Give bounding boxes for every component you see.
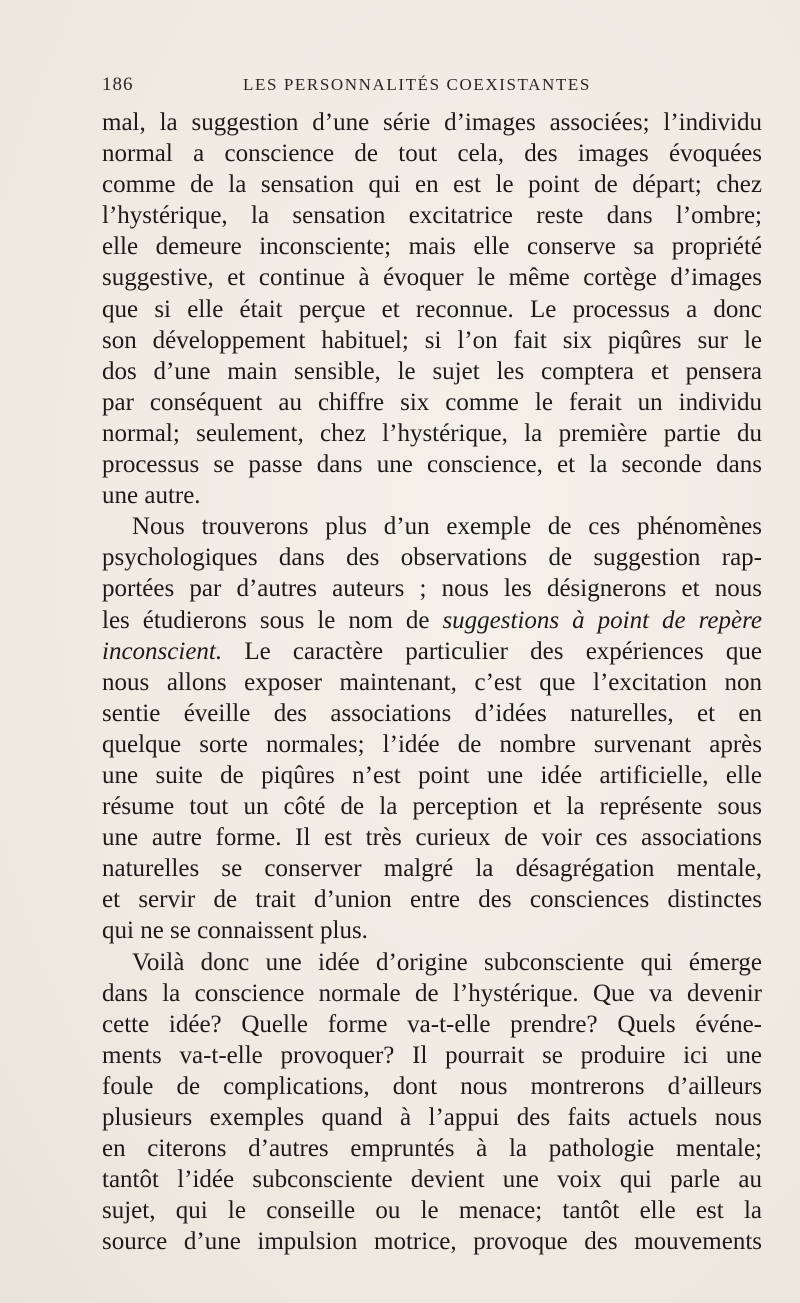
paragraph-3: [102, 947, 762, 1258]
page-number: 186: [102, 74, 134, 95]
text-line: et servir de trait d’union entre des consciences distinctes: [102, 886, 762, 914]
text-line: elle demeure inconsciente; mais elle conserve sa propriété: [102, 233, 762, 261]
body-text: [102, 107, 762, 1257]
text-line: Nous trouverons plus d’un exemple de ces phénomènes: [132, 513, 762, 541]
text-run: Le caractère particulier des expériences que: [222, 637, 762, 665]
text-line: ments va-t-elle provoquer? Il pourrait se produire ici une: [102, 1041, 762, 1069]
text-line: normal; seulement, chez l’hystérique, la première partie du: [102, 419, 762, 447]
running-head: LES PERSONNALITÉS COEXISTANTES: [243, 75, 591, 94]
text-line: source d’une impulsion motrice, provoque des mouvements: [102, 1228, 762, 1256]
text-line: dans la conscience normale de l’hystérique. Que va devenir: [102, 979, 762, 1007]
text-run: les étudierons sous le nom de: [102, 606, 443, 634]
text-line: qui ne se connaissent plus.: [102, 917, 368, 945]
text-line: naturelles se conserver malgré la désagrégation mentale,: [102, 855, 762, 883]
text-line: par conséquent au chiffre six comme le ferait un individu: [102, 388, 762, 416]
text-line: dos d’une main sensible, le sujet les comptera et pensera: [102, 357, 762, 385]
text-line: foule de complications, dont nous montrerons d’ailleurs: [102, 1072, 762, 1100]
text-line: résume tout un côté de la perception et la représente sous: [102, 793, 762, 821]
text-line: sujet, qui le conseille ou le menace; tantôt elle est la: [102, 1197, 762, 1225]
text-line: son développement habituel; si l’on fait six piqûres sur le: [102, 326, 762, 354]
text-line: une autre forme. Il est très curieux de voir ces associations: [102, 824, 762, 852]
text-line: portées par d’autres auteurs ; nous les désignerons et nous: [102, 575, 762, 603]
text-line: comme de la sensation qui en est le point de départ; chez: [102, 171, 762, 199]
text-line: quelque sorte normales; l’idée de nombre survenant après: [102, 730, 762, 758]
text-line: nous allons exposer maintenant, c’est que l’excitation non: [102, 668, 762, 696]
text-line: tantôt l’idée subconsciente devient une voix qui parle au: [102, 1166, 762, 1194]
italic-term: suggestions à point de repère: [442, 606, 763, 634]
text-line: cette idée? Quelle forme va-t-elle prendre? Quels événe-: [102, 1010, 762, 1038]
text-line: mal, la suggestion d’une série d’images associées; l’individu: [102, 109, 762, 136]
text-line: suggestive, et continue à évoquer le même cortège d’images: [102, 264, 762, 292]
text-line: processus se passe dans une conscience, et la seconde dans: [102, 451, 762, 479]
text-line: Voilà donc une idée d’origine subconsciente qui émerge: [132, 948, 762, 976]
text-line: en citerons d’autres empruntés à la pathologie mentale;: [102, 1135, 762, 1163]
text-line: [102, 636, 762, 667]
paragraph-1: [102, 107, 762, 511]
text-line: plusieurs exemples quand à l’appui des faits actuels nous: [102, 1104, 762, 1131]
paragraph-2: [102, 511, 762, 946]
text-line: une autre.: [102, 482, 201, 510]
text-line: [102, 605, 762, 636]
italic-term: inconscient.: [102, 637, 223, 665]
text-line: normal a conscience de tout cela, des images évoquées: [102, 140, 762, 168]
text-line: psychologiques dans des observations de suggestion rap-: [102, 544, 762, 572]
text-line: que si elle était perçue et reconnue. Le processus a donc: [102, 295, 762, 323]
text-line: l’hystérique, la sensation excitatrice reste dans l’ombre;: [102, 202, 762, 230]
text-line: une suite de piqûres n’est point une idée artificielle, elle: [102, 761, 762, 789]
page-header: [102, 74, 762, 100]
text-line: sentie éveille des associations d’idées naturelles, et en: [102, 699, 762, 727]
